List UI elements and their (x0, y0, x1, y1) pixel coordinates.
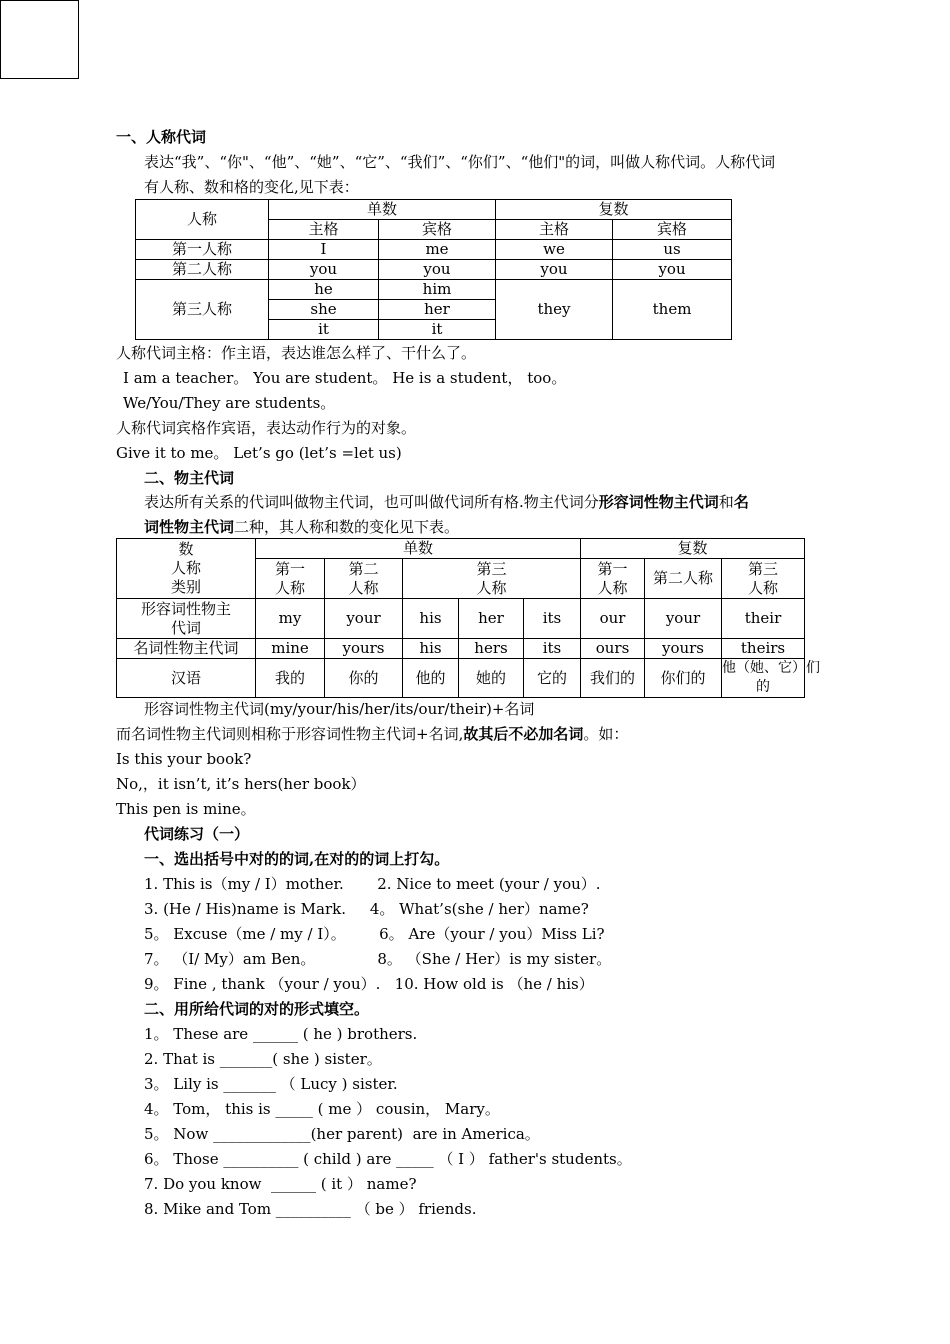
header-text: 人称 (748, 578, 779, 597)
t2-corner-cell (117, 539, 256, 599)
exercise-item: 7。 （I/ My）am Ben。 8。 （She / Her）is my sister。 (144, 950, 612, 968)
table-cell: you (269, 260, 379, 280)
intro-bold-term: 词性物主代词 (144, 518, 235, 536)
header-text: 人称 (597, 578, 628, 597)
corner-label-person: 人称 (170, 559, 201, 577)
header-text: 第三 (476, 559, 507, 578)
section1-intro-line1: 表达“我”、“你"、“他”、“她”、“它”、“我们”、“你们”、“他们"的词，叫做人称代词。人称代词 (144, 153, 776, 171)
table-cell: our (581, 599, 645, 639)
t1-header-singular: 单数 (269, 200, 496, 220)
exercise-item: 3。 Lily is _______ （ Lucy ) sister. (144, 1075, 398, 1093)
table-cell: yours (645, 639, 722, 659)
page-corner-box (0, 0, 79, 79)
table-cell: me (379, 240, 496, 260)
table-cell: her (379, 300, 496, 320)
exercise-part2-heading: 二、用所给代词的对的形式填空。 (144, 1000, 370, 1018)
section2-intro-line1 (144, 492, 749, 512)
exercise-item: 1. This is（my / I）mother. 2. Nice to meet (your / you）. (144, 875, 601, 893)
header-text: 第一 (597, 559, 628, 578)
table-cell: its (524, 639, 581, 659)
t2-header-plural-second: 第二人称 (645, 559, 722, 599)
header-text: 第三 (748, 559, 779, 578)
exercise-item: 2. That is _______( she ) sister。 (144, 1050, 382, 1068)
table-cell: your (325, 599, 403, 639)
note-example6: This pen is mine。 (116, 800, 256, 818)
corner-label-number: 数 (178, 540, 194, 558)
table-cell: it (269, 320, 379, 340)
intro-bold-term: 名 (733, 493, 749, 511)
intro-bold-term: 形容词性物主代词 (598, 493, 719, 511)
note-bold-text: 故其后不必加名词 (463, 725, 584, 743)
table-cell: 它的 (524, 659, 581, 698)
table-cell: mine (256, 639, 325, 659)
exercise-item: 3. (He / His)name is Mark. 4。 What’s(she / her）name? (144, 900, 589, 918)
exercise-part1-heading: 一、选出括号中对的的词,在对的的词上打勾。 (144, 850, 450, 868)
table-cell: 你们的 (645, 659, 722, 698)
note-text: 。如： (583, 725, 629, 743)
header-text: 人称 (476, 578, 507, 597)
t1-header-obj: 宾格 (613, 220, 732, 240)
corner-label-category: 类别 (170, 578, 201, 596)
header-text: 人称 (274, 578, 305, 597)
t2-row-adj-label (117, 599, 256, 639)
table-cell: they (496, 280, 613, 340)
section1-heading: 一、人称代词 (116, 128, 207, 146)
personal-pronoun-table (135, 199, 732, 340)
table-cell: you (379, 260, 496, 280)
table-cell: us (613, 240, 732, 260)
t1-header-person: 人称 (136, 200, 269, 240)
exercise-title: 代词练习（一） (144, 825, 250, 843)
cell-text: 的 (756, 679, 771, 695)
t2-header-second (325, 559, 403, 599)
exercise-item: 4。 Tom， this is _____ ( me ） cousin， Mary。 (144, 1100, 500, 1118)
note-example2: We/You/They are students。 (123, 394, 336, 412)
section1-intro-line2: 有人称、数和格的变化,见下表： (144, 178, 359, 196)
table-cell: his (403, 599, 459, 639)
table-cell: it (379, 320, 496, 340)
exercise-item: 8. Mike and Tom __________ （ be ） friends. (144, 1200, 477, 1218)
possessive-pronoun-table (116, 538, 820, 698)
table-cell: 第一人称 (136, 240, 269, 260)
table-cell: hers (459, 639, 524, 659)
header-text: 人称 (348, 578, 379, 597)
t2-header-plural-third (722, 559, 805, 599)
table-cell: its (524, 599, 581, 639)
note-subject-case: 人称代词主格：作主语，表达谁怎么样了、干什么了。 (116, 344, 477, 362)
t1-header-subj: 主格 (269, 220, 379, 240)
t1-header-obj: 宾格 (379, 220, 496, 240)
note-object-case: 人称代词宾格作宾语，表达动作行为的对象。 (116, 419, 417, 437)
table-cell: 我们的 (581, 659, 645, 698)
table-cell: 第三人称 (136, 280, 269, 340)
table-cell: 她的 (459, 659, 524, 698)
table-cell: 他的 (403, 659, 459, 698)
table-cell: him (379, 280, 496, 300)
t2-header-third (403, 559, 581, 599)
table-cell: theirs (722, 639, 805, 659)
note-example4: Is this your book? (116, 750, 252, 768)
table-cell: my (256, 599, 325, 639)
table-cell: their (722, 599, 805, 639)
exercise-item: 5。 Excuse（me / my / I）。 6。 Are（your / you）Miss Li? (144, 925, 605, 943)
t2-header-plural: 复数 (581, 539, 805, 559)
table-cell: ours (581, 639, 645, 659)
table-cell: his (403, 639, 459, 659)
exercise-item: 5。 Now _____________(her parent) are in America。 (144, 1125, 540, 1143)
cell-text: 他（她、它）们 (722, 660, 820, 676)
note-example1: I am a teacher。 You are student。 He is a student， too。 (123, 369, 567, 387)
intro-text: 和 (718, 493, 734, 511)
t2-header-singular: 单数 (256, 539, 581, 559)
note-example3: Give it to me。 Let’s go (let’s =let us) (116, 444, 402, 462)
table-cell: she (269, 300, 379, 320)
intro-text: 表达所有关系的代词叫做物主代词，也可叫做代词所有格.物主代词分 (144, 493, 599, 511)
t1-header-subj: 主格 (496, 220, 613, 240)
table-cell: her (459, 599, 524, 639)
table-cell: you (613, 260, 732, 280)
table-cell: I (269, 240, 379, 260)
table-cell: you (496, 260, 613, 280)
row-label-text: 形容词性物主 (140, 599, 231, 618)
exercise-item: 1。 These are ______ ( he ) brothers. (144, 1025, 418, 1043)
note-noun-possessive (116, 724, 628, 744)
note-example5: No,，it isn’t, it’s hers(her book） (116, 775, 366, 793)
exercise-item: 7. Do you know ______ ( it ） name? (144, 1175, 417, 1193)
table-cell: he (269, 280, 379, 300)
t2-row-chinese-label: 汉语 (117, 659, 256, 698)
header-text: 第一 (274, 559, 305, 578)
t2-header-plural-first (581, 559, 645, 599)
note-adj-possessive: 形容词性物主代词(my/your/his/her/its/our/their)+名词 (144, 700, 535, 718)
note-text: 而名词性物主代词则相称于形容词性物主代词+名词, (116, 725, 464, 743)
exercise-item: 6。 Those __________ ( child ) are _____ （ I ） father's students。 (144, 1150, 632, 1168)
table-cell: we (496, 240, 613, 260)
t1-header-plural: 复数 (496, 200, 732, 220)
section2-heading: 二、物主代词 (144, 469, 235, 487)
intro-text: 二种，其人称和数的变化见下表。 (234, 518, 460, 536)
t2-row-noun-label: 名词性物主代词 (117, 639, 256, 659)
table-cell: your (645, 599, 722, 639)
section2-intro-line2 (144, 517, 459, 537)
row-label-text: 代词 (170, 618, 201, 637)
t2-header-first (256, 559, 325, 599)
exercise-item: 9。 Fine , thank （your / you）. 10. How old is （he / his） (144, 975, 594, 993)
table-cell: them (613, 280, 732, 340)
table-cell: 我的 (256, 659, 325, 698)
table-cell: yours (325, 639, 403, 659)
table-cell: 你的 (325, 659, 403, 698)
table-cell (722, 659, 820, 698)
header-text: 第二 (348, 559, 379, 578)
table-cell: 第二人称 (136, 260, 269, 280)
